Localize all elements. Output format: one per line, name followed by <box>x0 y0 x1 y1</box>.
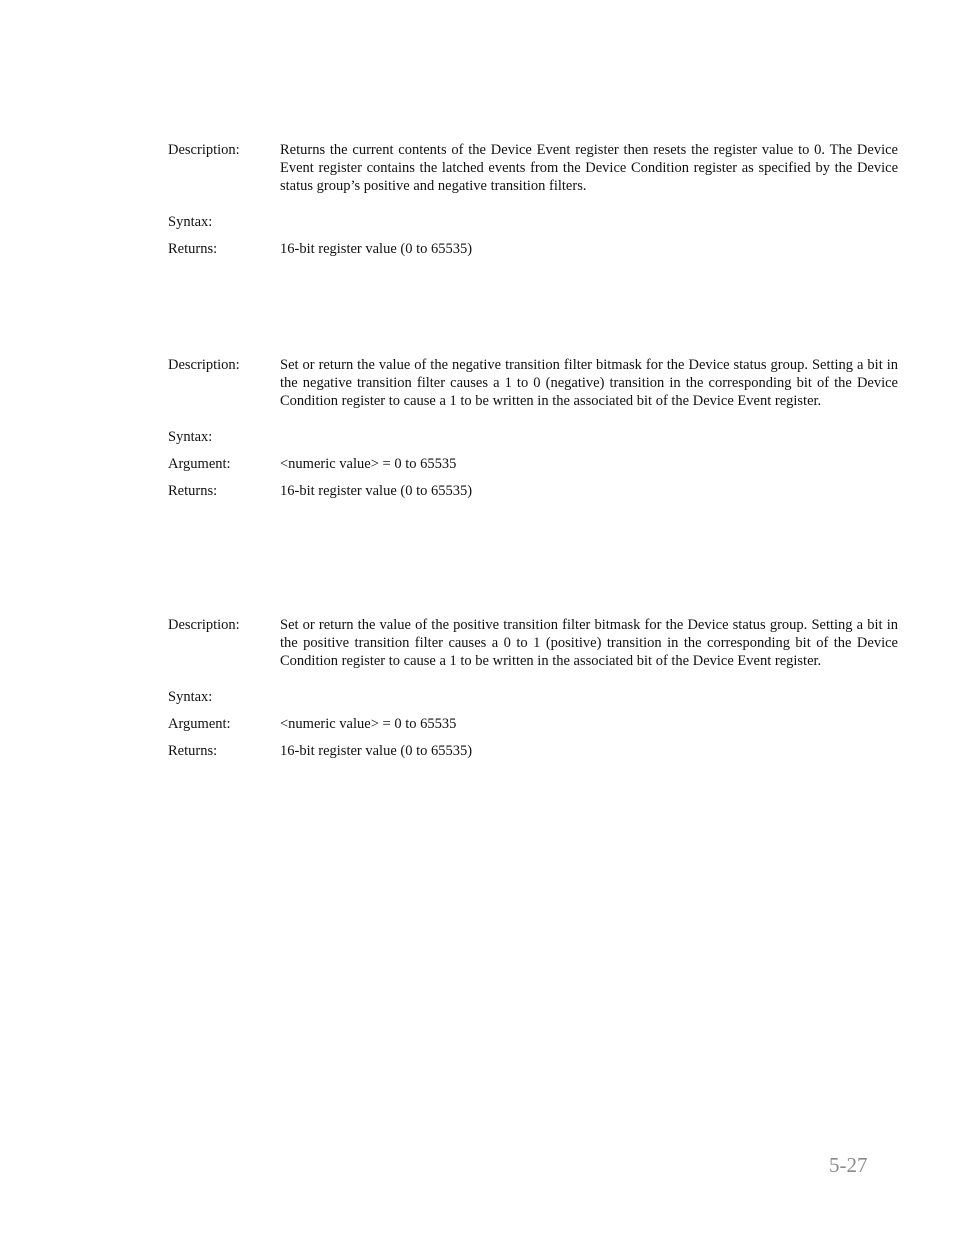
description-label: Description: <box>168 617 240 633</box>
command-section-positive-transition <box>168 616 898 760</box>
syntax-row <box>168 213 898 231</box>
syntax-row <box>168 688 898 706</box>
description-text: Set or return the value of the negative transition filter bitmask for the Device status group. Setting a bit in the negative transition filter causes a 1 to 0 (negative) transition in the corresponding bit of the Device Condition register to cause a 1 to be written in the associated bit of the Device Event register. <box>280 357 898 409</box>
returns-text: 16-bit register value (0 to 65535) <box>280 483 473 499</box>
command-section-device-event <box>168 141 898 258</box>
description-label: Description: <box>168 142 240 158</box>
argument-row <box>168 455 898 473</box>
command-section-negative-transition <box>168 356 898 500</box>
argument-row <box>168 715 898 733</box>
syntax-label: Syntax: <box>168 429 213 445</box>
syntax-text <box>280 428 898 446</box>
page-number: 5-27 <box>829 1153 868 1177</box>
description-text: Set or return the value of the positive transition filter bitmask for the Device status group. Setting a bit in the positive transition filter causes a 0 to 1 (positive) transition in the corresponding bit of the Device Condition register to cause a 1 to be written in the associated bit of the Device Event register. <box>280 617 898 669</box>
syntax-label: Syntax: <box>168 689 213 705</box>
returns-row <box>168 742 898 760</box>
returns-label: Returns: <box>168 483 218 499</box>
description-label: Description: <box>168 357 240 373</box>
syntax-row <box>168 428 898 446</box>
argument-text: <numeric value> = 0 to 65535 <box>280 456 457 472</box>
description-text: Returns the current contents of the Device Event register then resets the register value to 0. The Device Event register contains the latched events from the Device Condition register as specified by the Device status group’s positive and negative transition filters. <box>280 142 898 194</box>
syntax-text <box>280 213 898 231</box>
argument-label: Argument: <box>168 716 231 732</box>
description-row <box>168 356 898 410</box>
returns-row <box>168 240 898 258</box>
argument-label: Argument: <box>168 456 231 472</box>
description-row <box>168 616 898 670</box>
returns-text: 16-bit register value (0 to 65535) <box>280 743 473 759</box>
returns-row <box>168 482 898 500</box>
argument-text: <numeric value> = 0 to 65535 <box>280 716 457 732</box>
returns-label: Returns: <box>168 743 218 759</box>
syntax-label: Syntax: <box>168 214 213 230</box>
returns-text: 16-bit register value (0 to 65535) <box>280 241 473 257</box>
syntax-text <box>280 688 898 706</box>
description-row <box>168 141 898 195</box>
returns-label: Returns: <box>168 241 218 257</box>
